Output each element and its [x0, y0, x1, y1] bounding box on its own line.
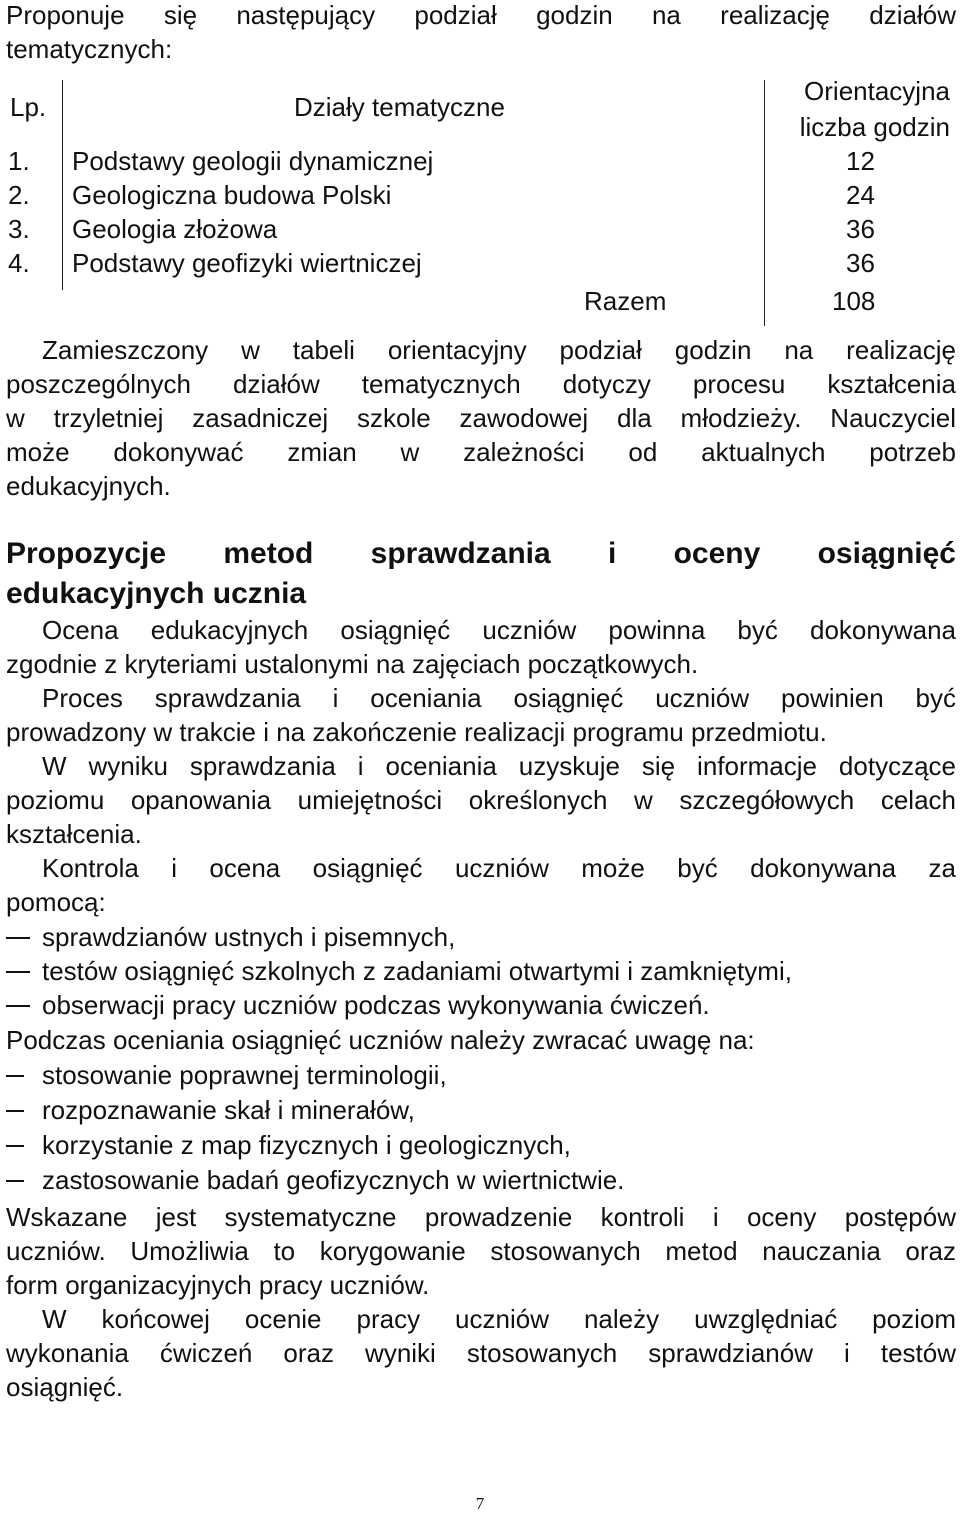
list-item-text: sprawdzianów ustnych i pisemnych,	[42, 922, 456, 952]
note-line-3: w trzyletniej zasadniczej szkole zawodowej dla młodzieży. Nauczyciel	[6, 403, 956, 433]
section-heading-line-2: edukacyjnych ucznia	[6, 577, 307, 610]
section-heading-line-1: Propozycje metod sprawdzania i oceny osiągnięć	[6, 537, 956, 570]
note-line-5: edukacyjnych.	[6, 471, 171, 501]
row-lp: 4.	[8, 248, 30, 278]
para7-line-2: wykonania ćwiczeń oraz wyniki stosowanych sprawdzianów i testów	[6, 1338, 956, 1368]
list-item-text: stosowanie poprawnej terminologii,	[42, 1060, 447, 1090]
para3-line-3: kształcenia.	[6, 819, 142, 849]
para3-line-2: poziomu opanowania umiejętności określonych w szczegółowych celach	[6, 785, 956, 815]
table-header-hours-1: Orientacyjna	[804, 76, 950, 106]
table-header-section: Działy tematyczne	[294, 92, 505, 122]
dash-bullet	[6, 1180, 24, 1182]
dash-bullet	[6, 1110, 24, 1112]
row-hours: 36	[846, 214, 875, 244]
para6-line-2: uczniów. Umożliwia to korygowanie stosowanych metod nauczania oraz	[6, 1236, 956, 1266]
row-hours: 24	[846, 180, 875, 210]
list-item-text: obserwacji pracy uczniów podczas wykonywania ćwiczeń.	[42, 990, 710, 1020]
para7-line-3: osiągnięć.	[6, 1372, 124, 1402]
row-hours: 12	[846, 146, 875, 176]
row-lp: 1.	[8, 146, 30, 176]
list-item-text: rozpoznawanie skał i minerałów,	[42, 1095, 415, 1125]
page-number: 7	[475, 1494, 485, 1513]
para1-line-1: Ocena edukacyjnych osiągnięć uczniów powinna być dokonywana	[42, 615, 956, 645]
total-value: 108	[832, 286, 876, 316]
row-lp: 2.	[8, 180, 30, 210]
para2-line-2: prowadzony w trakcie i na zakończenie realizacji programu przedmiotu.	[6, 717, 827, 747]
table-col-divider-2	[764, 80, 765, 326]
row-section: Podstawy geologii dynamicznej	[72, 146, 434, 176]
list-item-text: korzystanie z map fizycznych i geologicznych,	[42, 1130, 571, 1160]
dash-bullet	[6, 1145, 24, 1147]
row-lp: 3.	[8, 214, 30, 244]
para1-line-2: zgodnie z kryteriami ustalonymi na zajęciach początkowych.	[6, 649, 699, 679]
row-section: Geologiczna budowa Polski	[72, 180, 392, 210]
row-hours: 36	[846, 248, 875, 278]
para4-line-1: Kontrola i ocena osiągnięć uczniów może być dokonywana za	[42, 853, 956, 883]
dash-bullet	[6, 937, 30, 939]
para7-line-1: W końcowej ocenie pracy uczniów należy uwzględniać poziom	[42, 1304, 956, 1334]
table-col-divider-1	[62, 80, 63, 290]
intro-line-1: Proponuje się następujący podział godzin na realizację działów	[6, 0, 956, 30]
para6-line-1: Wskazane jest systematyczne prowadzenie kontroli i oceny postępów	[6, 1202, 956, 1232]
para4-line-2: pomocą:	[6, 887, 106, 917]
dash-bullet	[6, 1075, 24, 1077]
para3-line-1: W wyniku sprawdzania i oceniania uzyskuje się informacje dotyczące	[42, 751, 956, 781]
note-line-4: może dokonywać zmian w zależności od aktualnych potrzeb	[6, 437, 956, 467]
dash-bullet	[6, 1005, 30, 1007]
para6-line-3: form organizacyjnych pracy uczniów.	[6, 1270, 430, 1300]
list-item-text: testów osiągnięć szkolnych z zadaniami otwartymi i zamkniętymi,	[42, 956, 792, 986]
intro-line-2: tematycznych:	[6, 34, 173, 64]
dash-bullet	[6, 971, 30, 973]
row-section: Podstawy geofizyki wiertniczej	[72, 248, 422, 278]
note-line-2: poszczególnych działów tematycznych dotyczy procesu kształcenia	[6, 369, 956, 399]
para5-line: Podczas oceniania osiągnięć uczniów należy zwracać uwagę na:	[6, 1025, 755, 1055]
hours-table	[6, 72, 956, 322]
table-header-lp: Lp.	[10, 92, 47, 122]
table-header-hours-2: liczba godzin	[799, 112, 950, 142]
row-section: Geologia złożowa	[72, 214, 278, 244]
note-line-1: Zamieszczony w tabeli orientacyjny podział godzin na realizację	[42, 335, 956, 365]
list-item-text: zastosowanie badań geofizycznych w wiertnictwie.	[42, 1165, 625, 1195]
para2-line-1: Proces sprawdzania i oceniania osiągnięć uczniów powinien być	[42, 683, 956, 713]
total-label: Razem	[584, 286, 667, 316]
